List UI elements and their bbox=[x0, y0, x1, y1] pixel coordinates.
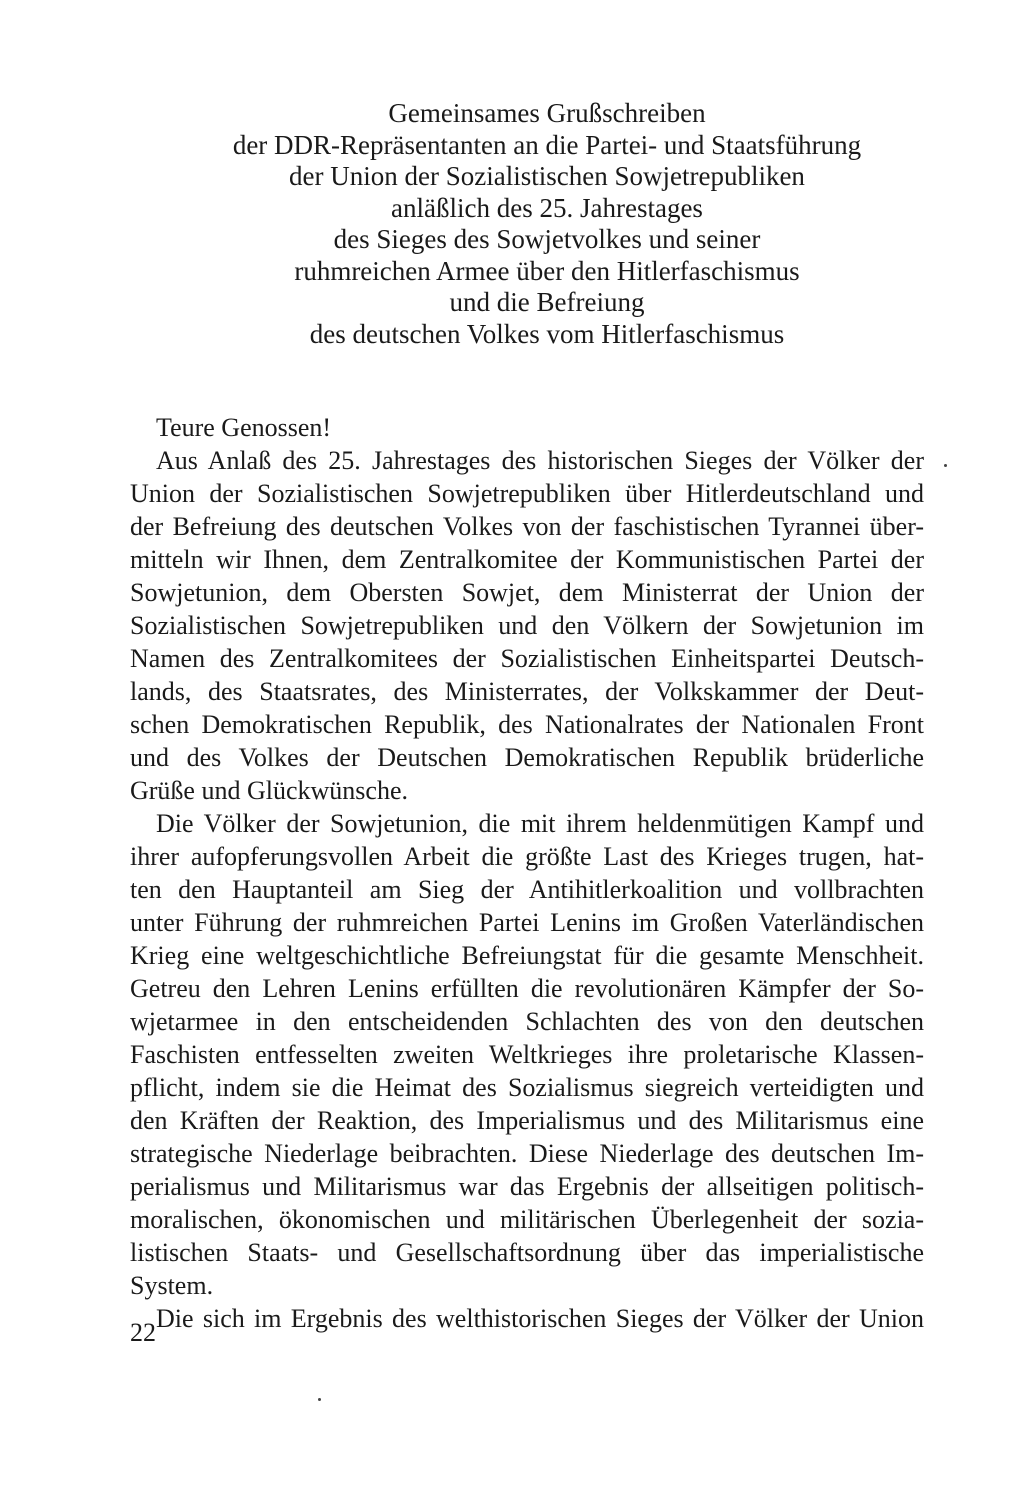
title-line: der DDR-Repräsentanten an die Partei- und Staatsführung bbox=[232, 129, 862, 160]
text-line: mitteln wir Ihnen, dem Zentralkomitee der Kommunistischen Partei der bbox=[130, 545, 924, 574]
title-line: und die Befreiung bbox=[449, 287, 645, 317]
text-line: Faschisten entfesselten zweiten Weltkrieges ihre proletarische Klassen- bbox=[130, 1040, 924, 1069]
text-line: System. bbox=[130, 1271, 214, 1300]
text-line: Grüße und Glückwünsche. bbox=[130, 776, 408, 805]
document-title bbox=[130, 98, 964, 350]
text-line: listischen Staats- und Gesellschaftsordnung über das imperialistische bbox=[130, 1238, 924, 1267]
text-line: wjetarmee in den entscheidenden Schlachten des von den deutschen bbox=[130, 1007, 924, 1036]
print-speck bbox=[318, 1398, 321, 1401]
paragraph-3 bbox=[130, 1302, 924, 1335]
text-line: Die Völker der Sowjetunion, die mit ihrem heldenmütigen Kampf und bbox=[156, 809, 924, 838]
text-line: strategische Niederlage beibrachten. Diese Niederlage des deutschen Im- bbox=[130, 1139, 924, 1168]
document-body bbox=[130, 411, 924, 1335]
paragraph-1 bbox=[130, 444, 924, 807]
text-line: Die sich im Ergebnis des welthistorischen Sieges der Völker der Union bbox=[156, 1304, 924, 1333]
text-line: den Kräften der Reaktion, des Imperialismus und des Militarismus eine bbox=[130, 1106, 924, 1135]
text-line: schen Demokratischen Republik, des Nationalrates der Nationalen Front bbox=[130, 710, 924, 739]
text-line: der Befreiung des deutschen Volkes von der faschistischen Tyrannei über- bbox=[130, 512, 924, 541]
text-line: ihrer aufopferungsvollen Arbeit die größte Last des Krieges trugen, hat- bbox=[130, 842, 924, 871]
print-speck bbox=[944, 464, 947, 467]
text-line: Getreu den Lehren Lenins erfüllten die revolutionären Kämpfer der So- bbox=[130, 974, 924, 1003]
title-line: anläßlich des 25. Jahrestages bbox=[391, 192, 703, 223]
title-line: der Union der Sozialistischen Sowjetrepubliken bbox=[289, 161, 805, 191]
paragraph-2 bbox=[130, 807, 924, 1302]
text-line: perialismus und Militarismus war das Ergebnis der allseitigen politisch- bbox=[130, 1172, 924, 1201]
text-line: und des Volkes der Deutschen Demokratischen Republik brüderliche bbox=[130, 743, 924, 772]
text-line: Krieg eine weltgeschichtliche Befreiungstat für die gesamte Menschheit. bbox=[130, 941, 924, 970]
text-line: ten den Hauptanteil am Sieg der Antihitlerkoalition und vollbrachten bbox=[130, 875, 924, 904]
title-line: ruhmreichen Armee über den Hitlerfaschismus bbox=[294, 255, 800, 286]
page-number: 22 bbox=[130, 1318, 156, 1347]
text-line: Sowjetunion, dem Obersten Sowjet, dem Ministerrat der Union der bbox=[130, 578, 924, 607]
text-line: Union der Sozialistischen Sowjetrepubliken über Hitlerdeutschland und bbox=[130, 479, 924, 508]
text-line: Aus Anlaß des 25. Jahrestages des historischen Sieges der Völker der bbox=[156, 446, 924, 475]
title-line: Gemeinsames Grußschreiben bbox=[388, 98, 706, 128]
text-line: moralischen, ökonomischen und militärischen Überlegenheit der sozia- bbox=[130, 1205, 924, 1234]
text-line: Sozialistischen Sowjetrepubliken und den Völkern der Sowjetunion im bbox=[130, 611, 924, 640]
salutation: Teure Genossen! bbox=[156, 413, 332, 442]
text-line: lands, des Staatsrates, des Ministerrates, der Volkskammer der Deut- bbox=[130, 677, 924, 706]
text-line: unter Führung der ruhmreichen Partei Lenins im Großen Vaterländischen bbox=[130, 908, 924, 937]
title-line: des deutschen Volkes vom Hitlerfaschismus bbox=[309, 318, 785, 349]
text-line: pflicht, indem sie die Heimat des Sozialismus siegreich verteidigten und bbox=[130, 1073, 924, 1102]
text-line: Namen des Zentralkomitees der Sozialistischen Einheitspartei Deutsch- bbox=[130, 644, 924, 673]
title-line: des Sieges des Sowjetvolkes und seiner bbox=[333, 224, 761, 254]
